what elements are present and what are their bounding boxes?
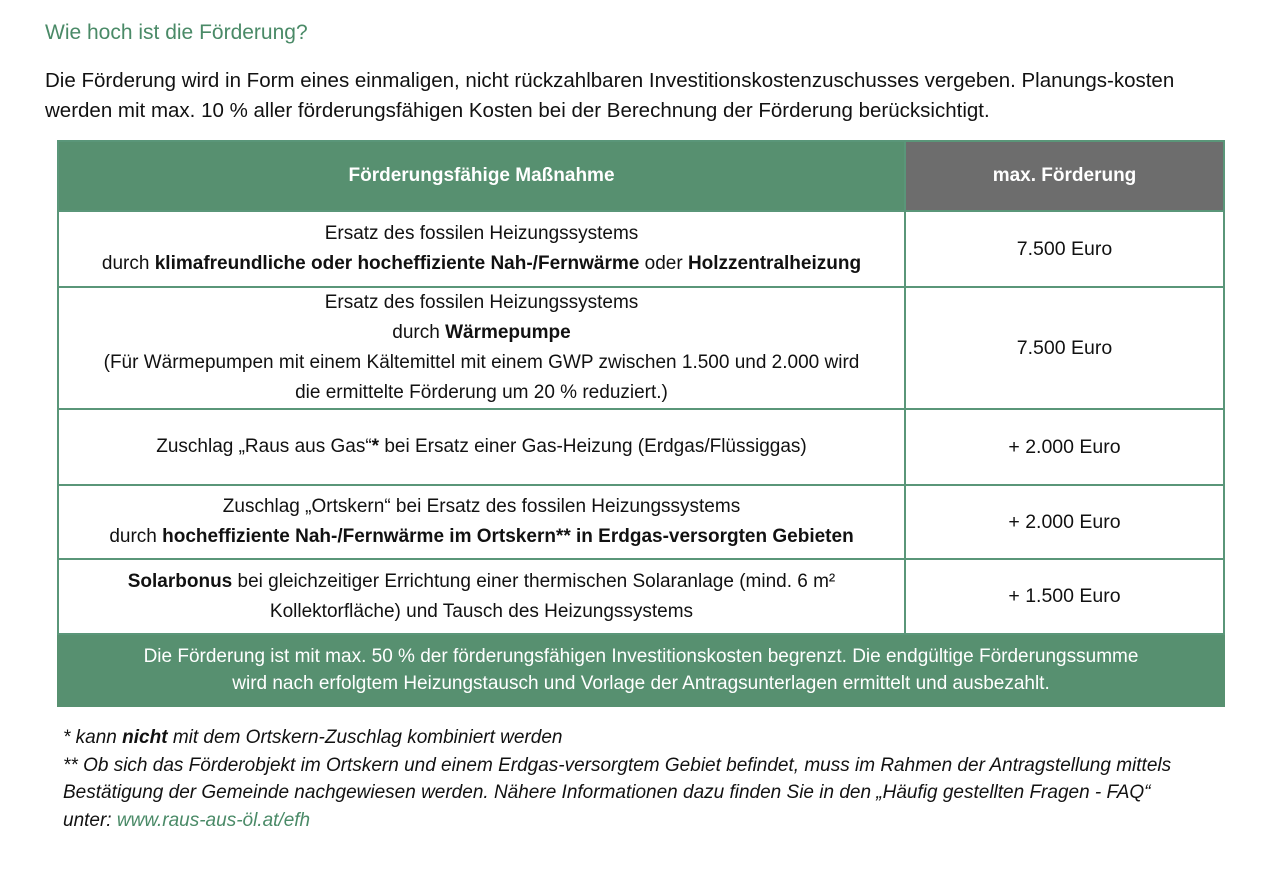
amount-cell: + 2.000 Euro [905,485,1224,559]
measure-text: bei Ersatz einer Gas-Heizung (Erdgas/Flüssiggas) [379,436,807,457]
measure-line: Ersatz des fossilen Heizungssystems [324,223,639,244]
measure-line [71,432,892,462]
measure-emphasis: Solarbonus [127,570,233,592]
table-row [58,559,1224,634]
intro-paragraph: Die Förderung wird in Form eines einmaligen, nicht rückzahlbaren Investitionskostenzuschusses vergeben. Planungs-kosten werden mit max. 10 % aller förderungsfähigen Kosten bei der Berechnung der Förderung berücksichtigt. [45,69,1175,122]
amount-cell: + 1.500 Euro [905,559,1224,634]
faq-link[interactable]: www.raus-aus-öl.at/efh [116,809,311,831]
footer-line: Die Förderung ist mit max. 50 % der förderungsfähigen Investitionskosten begrenzt. Die endgültige Förderungssumme [143,646,1139,667]
amount-cell: 7.500 Euro [905,211,1224,287]
footnotes [63,724,1243,834]
amount-cell: 7.500 Euro [905,287,1224,409]
measure-text: bei gleichzeitiger Errichtung einer thermischen Solaranlage (mind. 6 m² [232,570,836,592]
measure-text: Zuschlag „Raus aus Gas“ [156,436,372,457]
table-footer-row [58,634,1224,706]
measure-emphasis: klimafreundliche oder hocheffiziente Nah-/Fernwärme [154,253,640,274]
footnote-text: unter: [63,809,117,831]
section-heading: Wie hoch ist die Förderung? [45,21,308,44]
measure-line: die ermittelte Förderung um 20 % reduziert.) [295,382,668,403]
measure-text: durch [109,526,163,547]
footer-line: wird nach erfolgtem Heizungstausch und Vorlage der Antragsunterlagen ermittelt und ausbezahlt. [232,673,1050,694]
measure-cell [58,287,905,409]
measure-text: oder [639,253,688,274]
table-row [58,287,1224,409]
measure-cell [58,211,905,287]
measure-line: Ersatz des fossilen Heizungssystems [324,292,639,313]
funding-table [57,140,1225,707]
measure-emphasis: Holzzentralheizung [687,253,862,274]
table-row [58,211,1224,287]
amount-cell: + 2.000 Euro [905,409,1224,485]
measure-line [71,249,892,279]
measure-line: (Für Wärmepumpen mit einem Kältemittel mit einem GWP zwischen 1.500 und 2.000 wird [103,352,860,373]
measure-line: Zuschlag „Ortskern“ bei Ersatz des fossilen Heizungssystems [222,496,741,517]
measure-text: durch [392,322,446,343]
footnote-1 [63,724,1243,752]
footnote-text: mit dem Ortskern-Zuschlag kombiniert werden [167,727,563,748]
header-measure: Förderungsfähige Maßnahme [58,141,905,211]
table-header-row [58,141,1224,211]
measure-line [71,522,892,552]
measure-emphasis: Wärmepumpe [445,322,571,343]
measure-text: durch [101,253,155,274]
measure-cell [58,485,905,559]
footnote-emphasis: nicht [122,727,168,748]
table-row [58,409,1224,485]
measure-cell [58,559,905,634]
footnote-3 [63,807,1243,835]
table-row [58,485,1224,559]
measure-cell [58,409,905,485]
measure-line [71,318,892,348]
footnote-2: ** Ob sich das Förderobjekt im Ortskern und einem Erdgas-versorgtem Gebiet befindet, muss im Rahmen der Antragstellung mittels Bestätigung der Gemeinde nachgewiesen werden. Nähere Informationen dazu finden Sie in den „Häufig gestellten Fragen - FAQ“ [63,754,1172,803]
measure-line [71,567,892,597]
footnote-text: * kann [63,727,123,748]
measure-emphasis: hocheffiziente Nah-/Fernwärme im Ortskern** in Erdgas-versorgten Gebieten [162,526,854,547]
footnote-marker: * [371,436,380,457]
footer-cell [58,634,1224,706]
measure-line: Kollektorfläche) und Tausch des Heizungssystems [269,600,694,622]
header-amount: max. Förderung [905,141,1224,211]
